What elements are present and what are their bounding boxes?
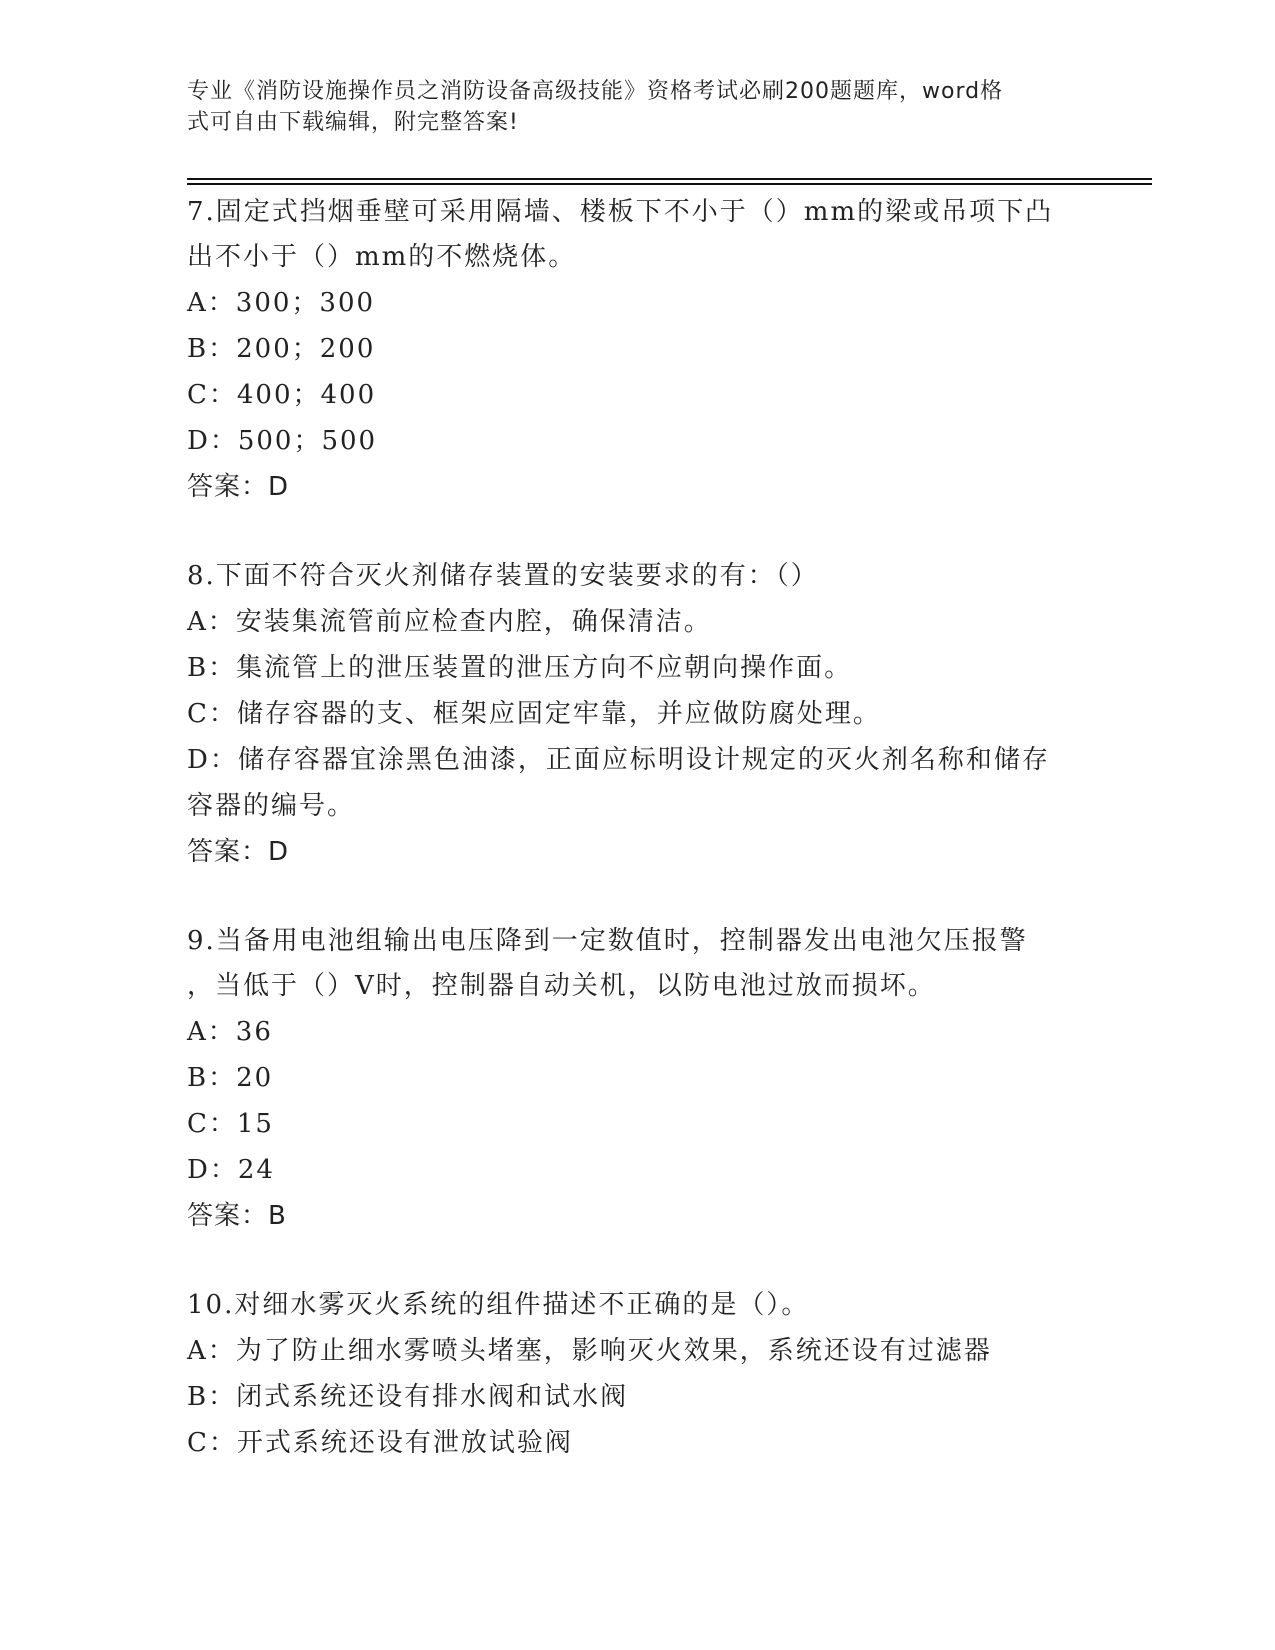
question-stem <box>187 190 1087 280</box>
question-stem <box>187 554 1087 599</box>
header-divider-bottom <box>187 183 1152 185</box>
question-list <box>187 190 1087 1510</box>
question-stem <box>187 1283 1087 1328</box>
answer-line: 答案：B <box>187 1201 287 1231</box>
option-b: B：闭式系统还设有排水阀和试水阀 <box>187 1382 629 1412</box>
question-stem-line: 7.固定式挡烟垂壁可采用隔墙、楼板下不小于（）mm的梁或吊项下凸 <box>187 197 1054 227</box>
option-c: C：储存容器的支、框架应固定牢靠，并应做防腐处理。 <box>187 699 881 729</box>
question-stem <box>187 919 1087 1009</box>
question-stem-line: 9.当备用电池组输出电压降到一定数值时，控制器发出电池欠压报警 <box>187 926 1028 956</box>
header-line-2: 式可自由下载编辑，附完整答案! <box>187 110 519 135</box>
header-line-1: 专业《消防设施操作员之消防设备高级技能》资格考试必刷200题题库，word格 <box>187 79 1004 104</box>
option-c: C：400；400 <box>187 380 377 410</box>
option-d: D：储存容器宜涂黑色油漆，正面应标明设计规定的灭火剂名称和储存 <box>187 745 1050 775</box>
option-b: B：200；200 <box>187 334 376 364</box>
question-7 <box>187 190 1087 510</box>
question-stem-line: 10.对细水雾灭火系统的组件描述不正确的是（）。 <box>187 1290 810 1320</box>
question-8 <box>187 554 1087 875</box>
option-a: A：为了防止细水雾喷头堵塞，影响灭火效果，系统还设有过滤器 <box>187 1336 992 1366</box>
option-d: D：24 <box>187 1155 275 1185</box>
option-a: A：36 <box>187 1017 273 1047</box>
option-a: A：安装集流管前应检查内腔，确保清洁。 <box>187 607 712 637</box>
question-stem-line: 8.下面不符合灭火剂储存装置的安装要求的有：（） <box>187 561 819 591</box>
question-stem-line: 出不小于（）mm的不燃烧体。 <box>187 242 577 272</box>
document-header <box>187 76 1067 138</box>
answer-line: 答案：D <box>187 472 290 502</box>
option-a: A：300；300 <box>187 288 376 318</box>
option-b: B：20 <box>187 1063 274 1093</box>
option-c: C：开式系统还设有泄放试验阀 <box>187 1428 573 1458</box>
question-10 <box>187 1283 1087 1466</box>
question-stem-line: ，当低于（）V时，控制器自动关机，以防电池过放而损坏。 <box>187 971 936 1001</box>
option-c: C：15 <box>187 1109 274 1139</box>
option-b: B：集流管上的泄压装置的泄压方向不应朝向操作面。 <box>187 653 853 683</box>
header-divider-top <box>187 178 1152 180</box>
question-9 <box>187 919 1087 1239</box>
option-d-continuation: 容器的编号。 <box>187 791 356 821</box>
option-d: D：500；500 <box>187 426 378 456</box>
answer-line: 答案：D <box>187 837 290 867</box>
